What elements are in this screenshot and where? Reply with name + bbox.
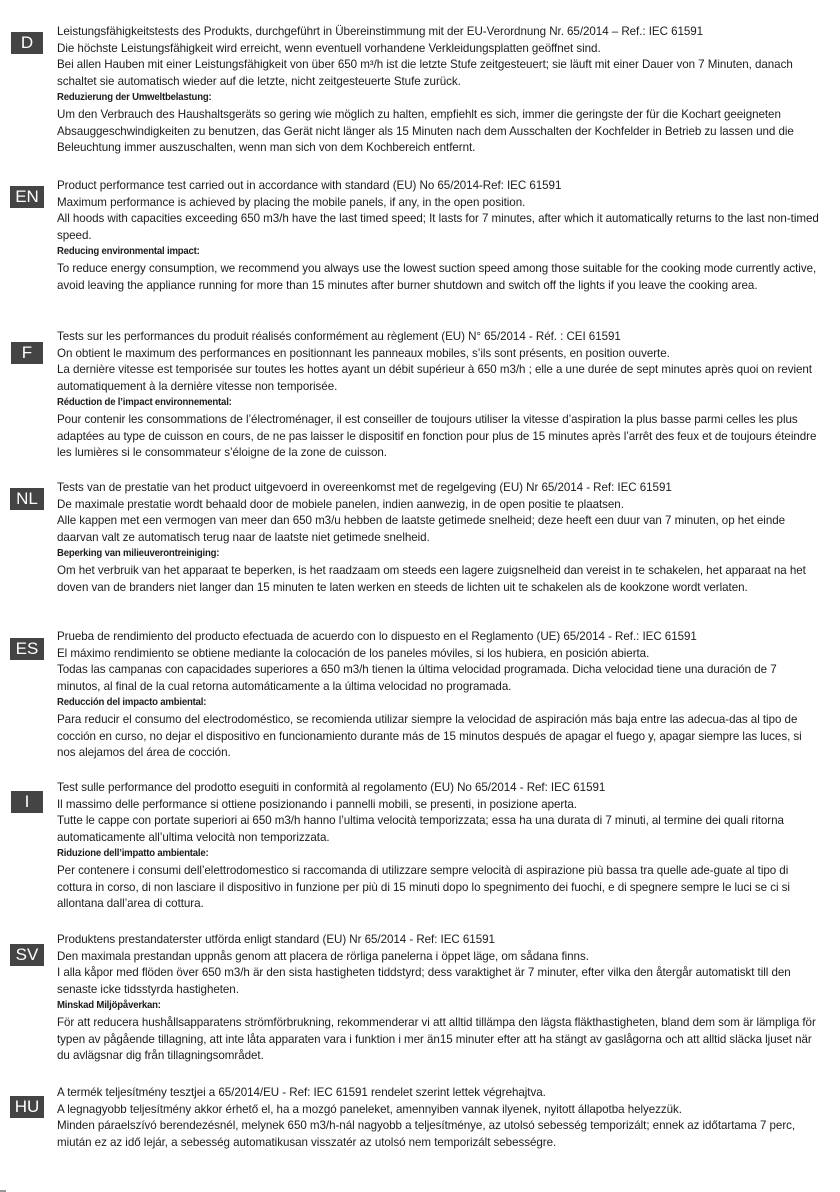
performance-note: On obtient le maximum des performances en positionnant les panneaux mobiles, s’ils sont présents, en position ouverte. [57,346,670,360]
environment-body: Para reducir el consumo del electrodoméstico, se recomienda utilizar siempre la velocidad de aspiración más baja entre las adecua-das al tipo de cocción en curso, no dejar el dispositivo en funcionamiento durante más de 15 minutos después de apagar el fuego y, apagar siempre las luces, si nos alejamos del área de cocción. [57,712,802,760]
language-badge-sv: SV [10,944,44,966]
test-reference: Tests van de prestatie van het product uitgevoerd in overeenkomst met de regelgeving (EU) Nr 65/2014 - Ref: IEC 61591 [57,481,672,494]
language-badge-it: I [11,791,43,813]
test-reference: A termék teljesítmény tesztjei a 65/2014/EU - Ref: IEC 61591 rendelet szerint lettek végrehajtva. [57,1086,546,1099]
environment-heading: Beperking van milieuverontreiniging: [57,548,220,560]
test-reference: Tests sur les performances du produit réalisés conformément au règlement (EU) N° 65/2014 - Réf. : CEI 61591 [57,330,621,343]
section-text-sv [57,932,822,1065]
timed-speed-note: Tutte le cappe con portate superiori ai 650 m3/h hanno l’ultima velocità temporizzata; essa ha una durata di 7 minuti, al termine dei quali ritorna automaticamente all’ultima velocità non temporizzata. [57,814,784,844]
performance-note: Die höchste Leistungsfähigkeit wird erreicht, wenn eventuell vorhandene Verkleidungsplatten geöffnet sind. [57,41,601,55]
section-text-en [57,178,822,294]
language-badge-hu: HU [10,1096,44,1118]
language-badge-en: EN [10,186,44,208]
environment-body: Pour contenir les consommations de l’électroménager, il est conseiller de toujours utiliser la vitesse d’aspiration la plus basse parmi celles les plus adaptées au type de cuisson en cours, de ne pas laisser le dispositif en fonction pour plus de 15 minutes après l’arrêt des feux et de toujours éteindre les lumières si le consommateur s’éloigne de la zone de cuisson. [57,412,817,460]
environment-body: Om het verbruik van het apparaat te beperken, is het raadzaam om steeds een lagere zuigsnelheid dan vereist in te schakelen, het apparaat na het doven van de branders niet langer dan 15 minuten te laten werken en steeds de lichten uit te schakelen als de kookzone wordt verlaten. [57,563,806,594]
section-text-hu [57,1085,822,1151]
performance-note: Il massimo delle performance si ottiene posizionando i pannelli mobili, se presenti, in posizione aperta. [57,797,577,811]
test-reference: Test sulle performance del prodotto eseguiti in conformità al regolamento (EU) No 65/2014 - Ref: IEC 61591 [57,781,606,794]
environment-heading: Reducing environmental impact: [57,246,200,258]
section-text-de [57,24,822,157]
timed-speed-note: Bei allen Hauben mit einer Leistungsfähigkeit von über 650 m³/h ist die letzte Stufe zeitgesteuert; sie läuft mit einer Dauer von 7 Minuten, danach schaltet sie automatisch wieder auf die letzte, nicht zeitgesteuerte Stufe zurück. [57,58,793,88]
timed-speed-note: All hoods with capacities exceeding 650 m3/h have the last timed speed; It lasts for 7 minutes, after which it automatically returns to the last non-timed speed. [57,212,819,242]
environment-heading: Minskad Miljöpåverkan: [57,1000,161,1012]
environment-heading: Riduzione dell’impatto ambientale: [57,848,209,860]
section-text-it [57,780,822,913]
timed-speed-note: Minden páraelszívó berendezésnél, melynek 650 m3/h-nál nagyobb a teljesítménye, az utolsó sebesség temporizált; ennek az időtartama 7 perc, miután ez az idő lejár, a sebesség automatikusan visszatér az utolsó nem temporizált sebességre. [57,1119,796,1149]
test-reference: Prueba de rendimiento del producto efectuada de acuerdo con lo dispuesto en el Reglamento (UE) 65/2014 - Ref.: IEC 61591 [57,630,697,643]
environment-body: För att reducera hushållsapparatens strömförbrukning, rekommenderar vi att alltid tillämpa den lägsta fläkthastigheten, bland dem som är lämpliga för typen av pågående tillagning, att inte låta apparaten vara i funktion i mer än15 minuter efter att ha stängt av gaslågorna och att alltid släcka ljuset när du avlägsnar dig från tillagningsområdet. [57,1015,816,1063]
performance-note: Maximum performance is achieved by placing the mobile panels, if any, in the open position. [57,195,526,209]
test-reference: Product performance test carried out in accordance with standard (EU) No 65/2014-Ref: IEC 61591 [57,179,562,192]
timed-speed-note: La dernière vitesse est temporisée sur toutes les hottes ayant un débit supérieur à 650 m3/h ; elle a une durée de sept minutes après quoi on revient automatiquement à la dernière vitesse non temporisée. [57,363,812,393]
language-badge-fr: F [11,342,43,364]
language-badge-de: D [11,32,43,54]
performance-note: Den maximala prestandan uppnås genom att placera de rörliga panelerna i öppet läge, om sådana finns. [57,949,589,963]
performance-note: De maximale prestatie wordt behaald door de mobiele panelen, indien aanwezig, in de open positie te plaatsen. [57,497,624,511]
environment-body: To reduce energy consumption, we recommend you always use the lowest suction speed among those suitable for the cooking mode currently active, avoid leaving the appliance running for more than 15 minutes after burner shutdown and switch off the lights if you leave the cooking area. [57,261,817,292]
timed-speed-note: Alle kappen met een vermogen van meer dan 650 m3/u hebben de laatste getimede snelheid; deze heeft een duur van 7 minuten, op het einde daarvan valt ze automatisch terug naar de laatste niet getimede snelheid. [57,514,786,544]
performance-note: A legnagyobb teljesítmény akkor érhető el, ha a mozgó paneleket, amennyiben vannak ilyenek, nyitott állapotba helyezzük. [57,1102,682,1116]
test-reference: Produktens prestandaterster utförda enligt standard (EU) Nr 65/2014 - Ref: IEC 61591 [57,933,495,946]
environment-body: Per contenere i consumi dell’elettrodomestico si raccomanda di utilizzare sempre velocità di aspirazione più bassa tra quelle ade-guate al tipo di cottura in corso, di non lasciare il dispositivo in funzione per più di 15 minuti dopo lo spegnimento dei fuochi, e di spegnere sempre le luci se ci si allontana dall’area di cottura. [57,863,790,911]
section-text-fr [57,329,822,462]
language-badge-es: ES [10,638,44,660]
environment-heading: Réduction de l’impact environnemental: [57,397,232,409]
performance-note: El máximo rendimiento se obtiene mediante la colocación de los paneles móviles, si los hubiera, en posición abierta. [57,646,650,660]
language-badge-nl: NL [10,488,44,510]
section-text-es [57,629,822,762]
environment-heading: Reduzierung der Umweltbelastung: [57,92,212,104]
environment-body: Um den Verbrauch des Haushaltsgeräts so gering wie möglich zu halten, empfiehlt es sich, immer die geringste der für die Kochart geeigneten Absauggeschwindigkeiten zu benutzen, das Gerät nicht länger als 15 Minuten nach dem Ausschalten der Kochfelder in Betrieb zu lassen und die Beleuchtung immer auszuschalten, wenn man sich von dem Kochbereich entfernt. [57,107,794,155]
timed-speed-note: I alla kåpor med flöden över 650 m3/h är den sista hastigheten tiddstyrd; dess varaktighet är 7 minuter, efter vilka den återgår automatiskt till den senaste icke tidsstyrda hastigheten. [57,966,791,996]
environment-heading: Reducción del impacto ambiental: [57,697,207,709]
section-text-nl [57,480,822,596]
test-reference: Leistungsfähigkeitstests des Produkts, durchgeführt in Übereinstimmung mit der EU-Verordnung Nr. 65/2014 – Ref.: IEC 61591 [57,25,704,38]
timed-speed-note: Todas las campanas con capacidades superiores a 650 m3/h tienen la última velocidad programada. Dicha velocidad tiene una duración de 7 minutos, al final de la cual retorna automáticamente a la última velocidad no programada. [57,663,777,693]
